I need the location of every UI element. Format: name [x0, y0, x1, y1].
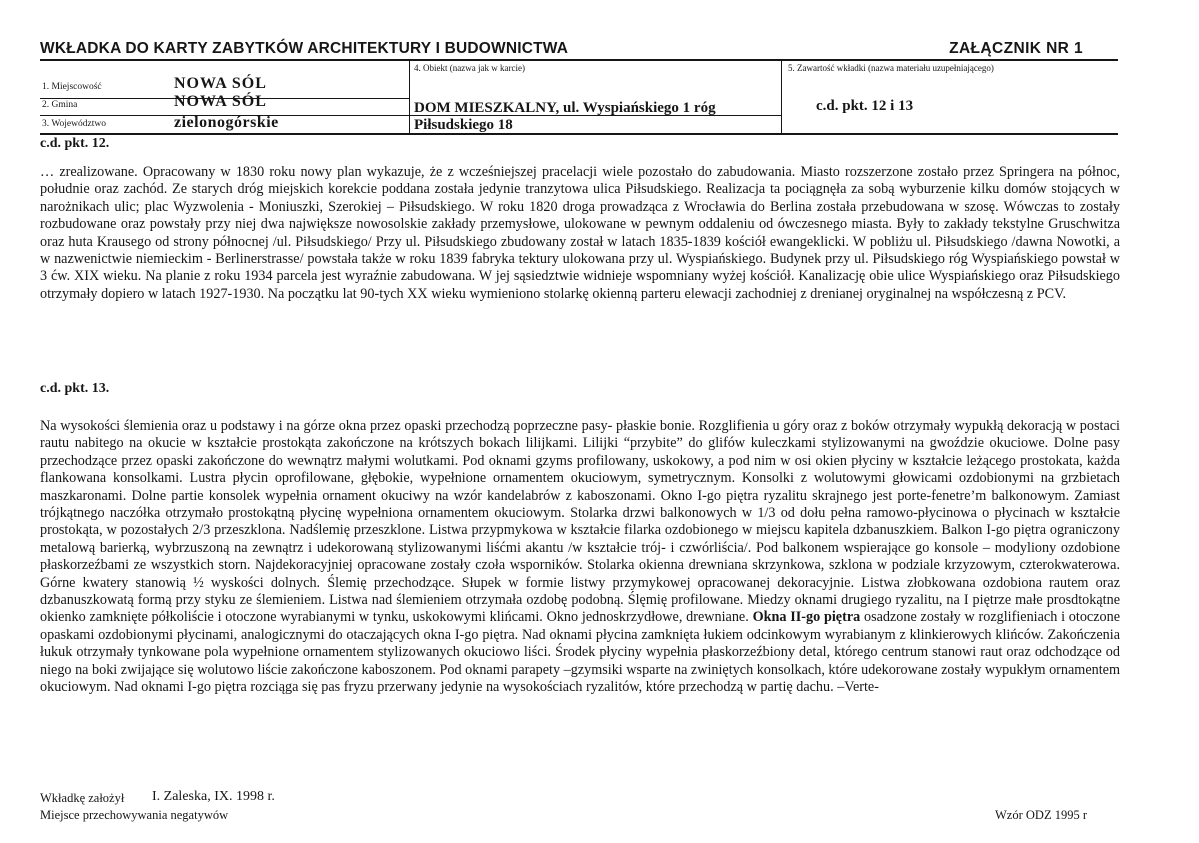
- contents-label: 5. Zawartość wkładki (nazwa materiału uzupełniającego): [788, 63, 994, 73]
- object-name-line2: Piłsudskiego 18: [414, 117, 513, 133]
- contents-value: c.d. pkt. 12 i 13: [816, 98, 914, 114]
- section-13-label: c.d. pkt. 13.: [40, 381, 110, 396]
- header-bottom-rule: [40, 133, 1118, 135]
- object-name-line1: DOM MIESZKALNY, ul. Wyspiańskiego 1 róg: [414, 100, 716, 116]
- miejscowosc-value: NOWA SÓL: [174, 75, 267, 92]
- column-divider-2: [781, 61, 782, 133]
- section-13-text: [40, 418, 1120, 697]
- section-13-text-a: Na wysokości ślemienia oraz u podstawy i na górze okna przez opaski przechodzą poprzeczne pasy- płaskie bonie. Rozglifienia u góry oraz z boków otrzymały wypukłą dekoracją w postaci rautu nabitego na okucie w kształcie prostokąta zakończone na krótszych bokach lilijkami. Lilijki “przybite” do glifów kuleczkami stylizowanymi na gwoździe okuciowe. Dolne pasy przechodzące przez opaski zakończone do wewnątrz małymi wolutkami. Pod oknami gzyms profilowany, uskokowy, a pod nim w osi okien płyciny w kształcie leżącego prostokata, każda flankowana konsolkami. Lustra płycin oprofilowane, głębokie, wypełnione ornamentem okuciowym, symetrycznym. Konsolki z wolutowymi głowicami ozdobionymi na grzbietach maszkaronami. Dolne partie konsolek wypełnia ornament okuciwy na wzór kandelabrów z kaboszonami. Okno I-go piętra ryzalitu skrajnego jest porte-fenetre’m balkonowym. Zamiast trójkątnego naczółka otrzymało prostokątną płycinę wypełniona ornamentem okuciowym. Stolarka drzwi balkonowych w 1/3 od dołu pełna ramowo-płycinowa o płycinach w kształcie prostokąta, w pozostałych 2/3 przeszklona. Nadślemię przeszklone. Listwa przypmykowa w kształcie filarka ozdobionego w miejscu kapitela dzbanuszkiem. Balkon I-go piętra ograniczony metalową barierką, wybrzuszoną na zewnątrz i udekorowaną stylizowanymi liśćmi akantu /w kształcie trój- i czwórliścia/. Pod balkonem wspierające go konsole – modyliony ozdobione płaskorzeźbami ze wszystkich storn. Najdekoracyjniej opracowane zostały czoła wsporników. Stolarka okienna drewniana skrzynkowa, szklona w podziale krzyzowym, czterokwaterowa. Górne kwatery stanowią ½ wyskości dolnych. Ślemię przechodzące. Słupek w formie listwy przymykowej opracowanej dekoracyjnie. Listwa złobkowana ozdobiona rautem oraz dzbanuszkowatą formą przy styku ze ślemieniem. Listwa nad ślemieniem otrzymała ozdobę podobną. Ślęmię profilowane. Miedzy oknami drugiego ryzalitu, na I piętrze małe prosdtokątne okienko zamknięte półkoliście i otoczone wyrabianymi w tynku, uskokowymi klińcami. Okno jednoskrzydłowe, drewniane.: [40, 418, 1120, 626]
- top-rule: [40, 59, 1118, 61]
- gmina-label: 2. Gmina: [42, 100, 78, 110]
- form-title: WKŁADKA DO KARTY ZABYTKÓW ARCHITEKTURY I BUDOWNICTWA: [40, 40, 569, 57]
- section-13-bold-heading: Okna II-go piętra: [752, 609, 861, 626]
- wojewodztwo-label: 3. Województwo: [42, 119, 106, 129]
- section-12-text: … zrealizowane. Opracowany w 1830 roku nowy plan wykazuje, że z wcześniejszej pracelacji wiele pozostało do zabudowania. Miasto rozszerzone zostało przez Springera na północ, południe oraz zachód. Ze starych dróg miejskich korekcie poddana została jedynie tranzytowa ulica Piłsudskiego. Realizacja ta pociągnęła za sobą wyburzenie kilku domów stojących w narożnikach ulic; plac Wyzwolenia - Moniuszki, Szerokiej – Piłsudskiego. W roku 1820 droga prowadząca z Wrocławia do Berlina została przebudowana w szosę. Wówczas to zostały rozbudowane oraz powstały przy niej dwa największe nowosolskie zakłady przemysłowe, ulokowane w pewnym oddaleniu od ówczesnego miasta. Były to zakłady tekstylne Gruschwitza oraz huta Krausego od strony północnej /ul. Piłsudskiego/ Przy ul. Piłsudskiego zbudowany został w latach 1835-1839 kościół ewangeklicki. W pobliżu ul. Piłsudskiego /dawna Nowotki, a w nazwenictwie niemieckim - Berlinerstrasse/ powstała także w roku 1839 fabryka tektury ulokowana przy ul. Wyspiańskiego. Budynek przy ul. Piłsudskiego róg Wyspiańskiego powstał w 3 ćw. XIX wieku. Na planie z roku 1934 parcela jest wyraźnie zabudowana. W jej sąsiedztwie widnieje wspomniany wyżej kościół. Kanalizację obie ulice Wyspiańskiego oraz Piłsudskiego otrzymały dopiero w latach 1927-1930. Na początku lat 90-tych XX wieku wymieniono stolarkę okienną parteru elewacji zachodniej z drenianej oryginalnej na współczesną z PCV.: [40, 164, 1120, 302]
- form-model: Wzór ODZ 1995 r: [995, 808, 1087, 822]
- section-13-text-b: osadzone zostały w rozglifieniach i otoczone opaskami ozdobionymi płycinami, analogicznymi do otaczających okna I-go piętra. Nad oknami płycina zamknięta łukiem odcinkowym wyrabianym z klinkierowych klińców. Zakończenia łukuk otrzymały tynkowane pola wypełnione ornamentem stylizowanych okuciowo liści. Środek płyciny wypełnia płaskorzeźbiony detal, którego centrum stanowi raut oraz odchodzące od niego na boki zwijające się wolutowo liście zakończone kaboszonem. Pod oknami parapety –gzymsiki wsparte na zwiniętych konsolkach, które udekorowane zostały wypukłym ornamentem okuciowym. Nad oknami I-go piętra rozciąga się pas fryzu przerwany jedynie na wysokościach ryzalitów, które przechodzą w partię dachu. –Verte-: [40, 609, 1121, 696]
- miejscowosc-label: 1. Miejscowość: [42, 82, 102, 92]
- gmina-value: NOWA SÓL: [174, 93, 267, 110]
- author-value: I. Zaleska, IX. 1998 r.: [152, 789, 275, 804]
- author-label: Wkładkę założył: [40, 791, 125, 805]
- wojewodztwo-value: zielonogórskie: [174, 114, 279, 131]
- annex-number: ZAŁĄCZNIK NR 1: [949, 40, 1083, 57]
- section-12-label: c.d. pkt. 12.: [40, 136, 110, 151]
- object-label: 4. Obiekt (nazwa jak w karcie): [414, 63, 525, 73]
- column-divider-1: [409, 61, 410, 133]
- storage-label: Miejsce przechowywania negatywów: [40, 808, 229, 822]
